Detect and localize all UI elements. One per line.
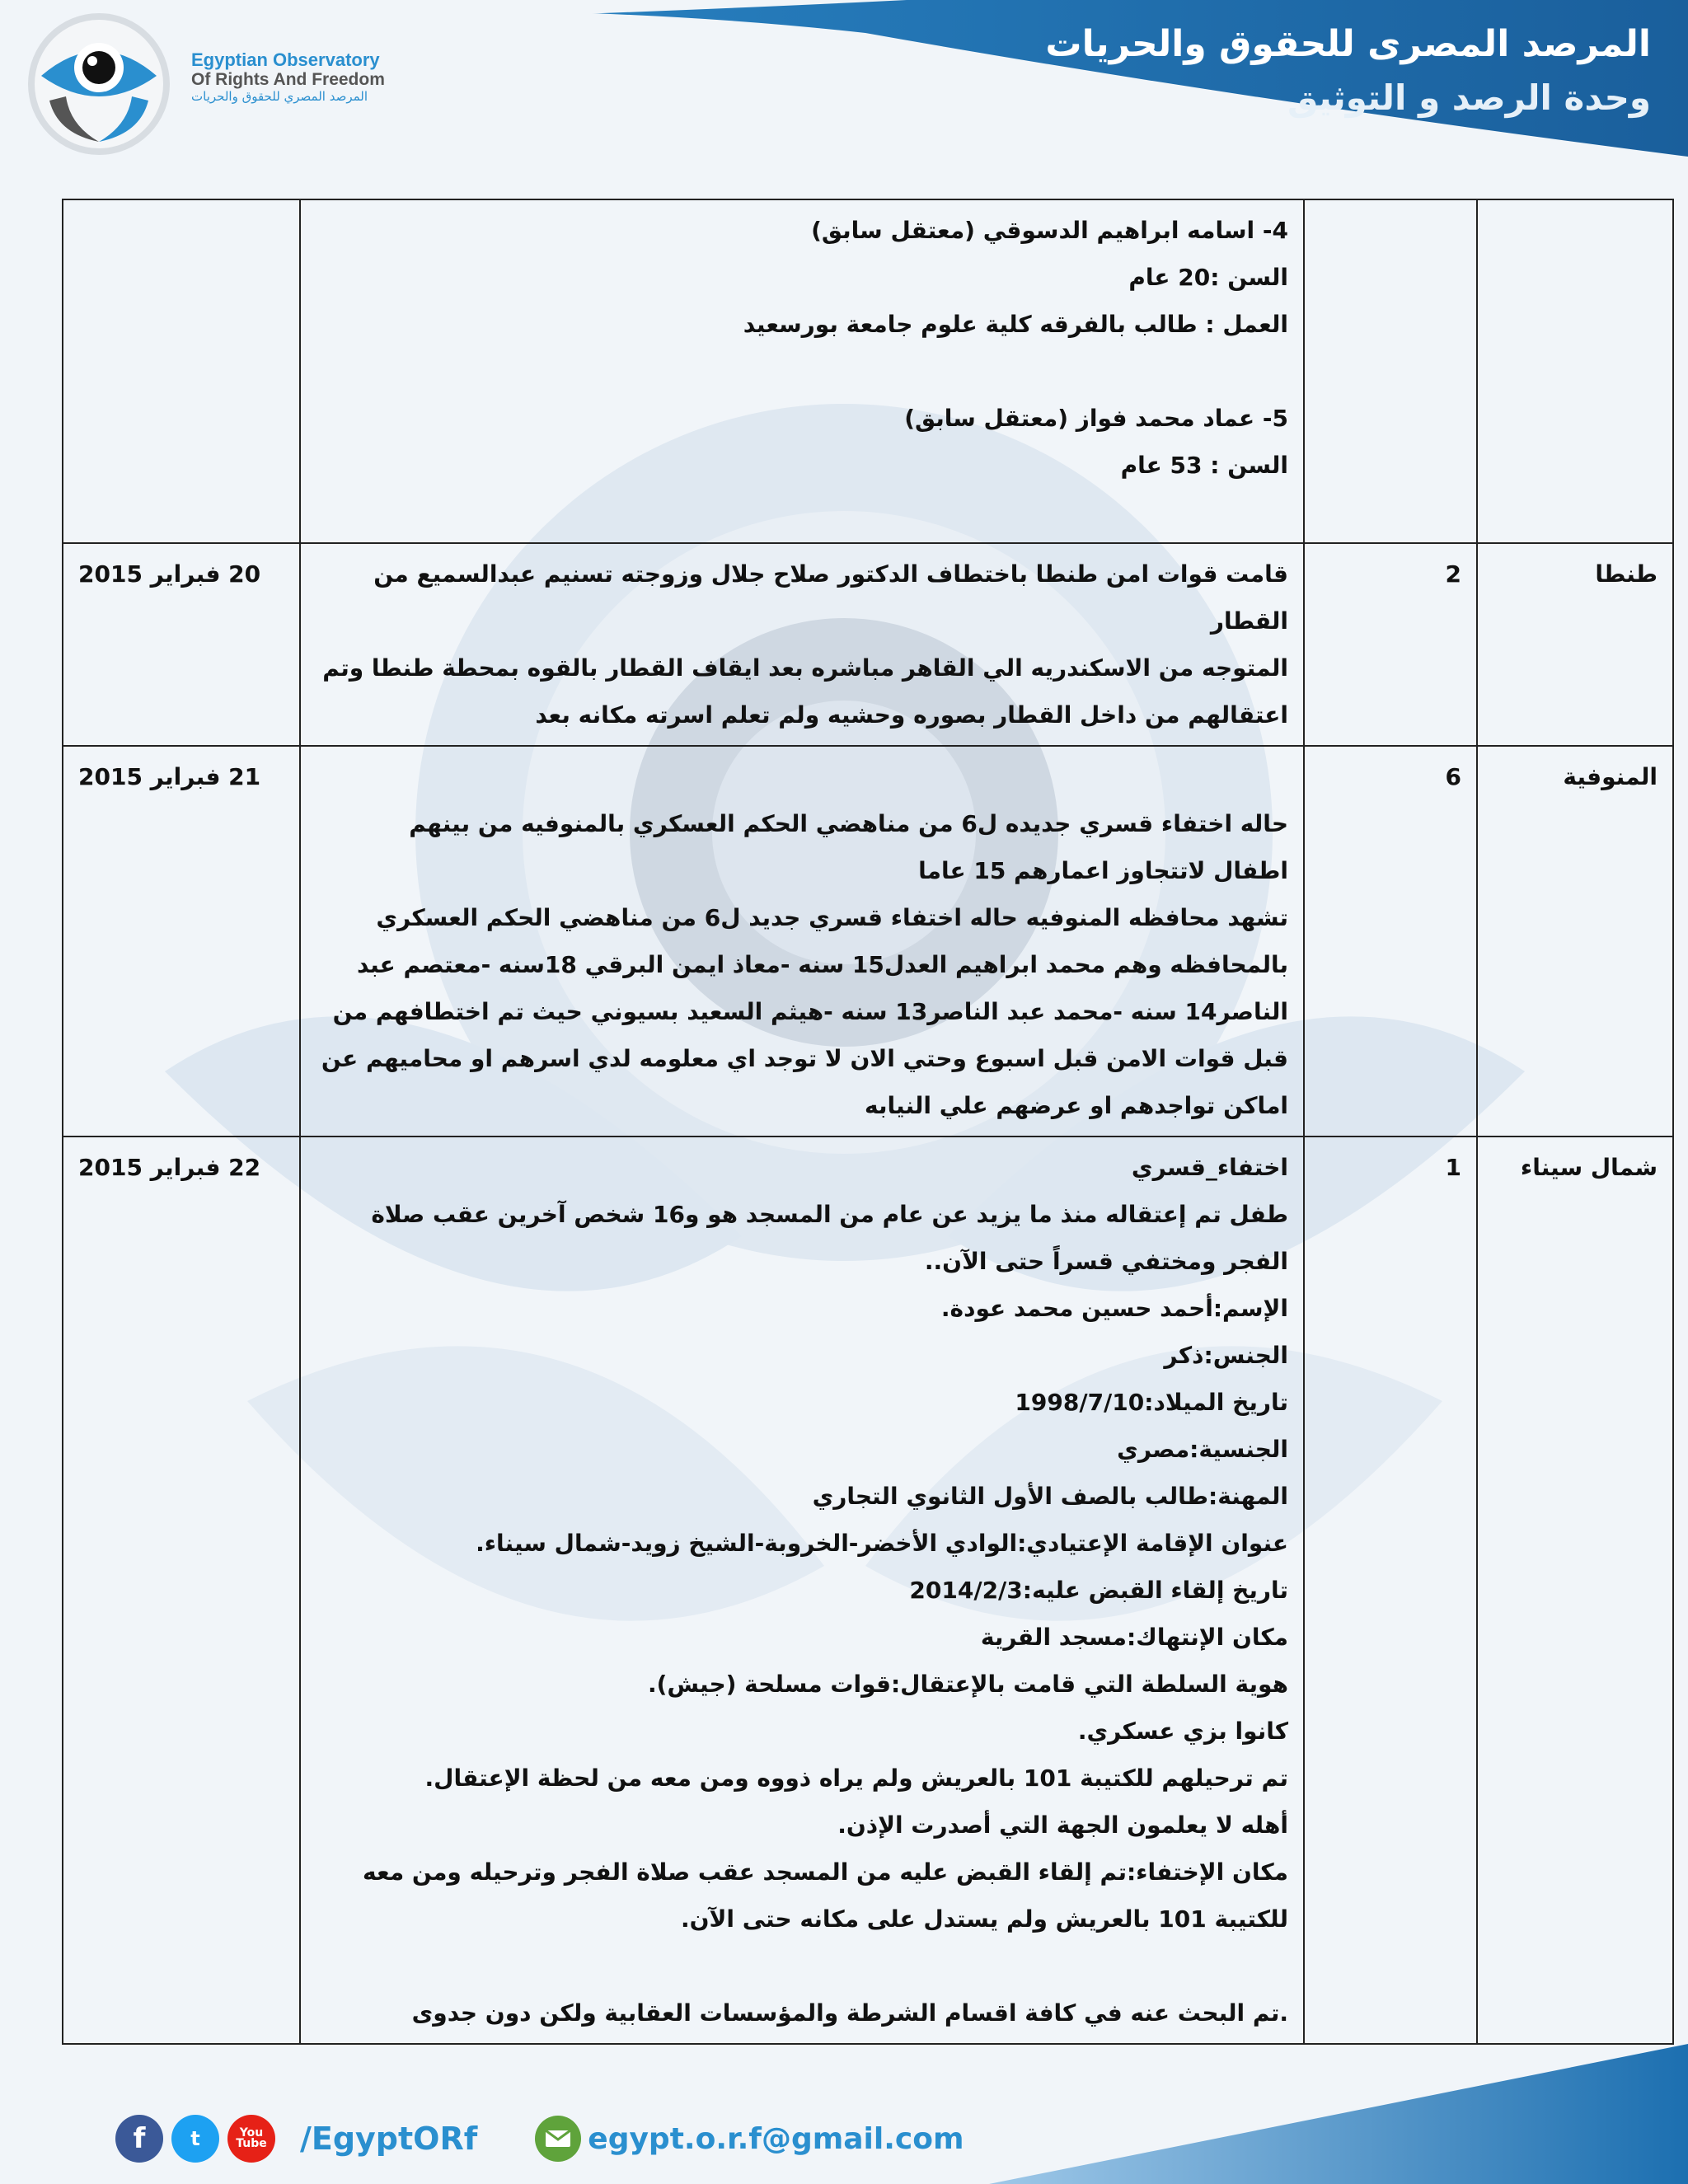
table-row <box>63 746 1673 1137</box>
youtube-icon-line1: You <box>239 2126 264 2139</box>
description-line: الجنسية:مصري <box>1117 1436 1288 1463</box>
description-line: مكان الإختفاء:تم إلقاء القبض عليه من المسجد عقب صلاة الفجر وترحيله ومن معه <box>363 1858 1288 1886</box>
count-cell: 6 <box>1304 746 1477 1137</box>
date-cell: 22 فبراير 2015 <box>63 1137 300 2044</box>
youtube-icon-line2: Tube <box>236 2137 267 2150</box>
count-cell: 1 <box>1304 1137 1477 2044</box>
description-line: .تم البحث عنه في كافة اقسام الشرطة والمؤسسات العقابية ولكن دون جدوى <box>411 1999 1288 2027</box>
description-cell <box>300 746 1304 1137</box>
email-icon <box>535 2116 581 2162</box>
description-line: المتوجه من الاسكندريه الي القاهر مباشره بعد ايقاف القطار بالقوه بمحطة طنطا وتم <box>322 654 1288 682</box>
youtube-icon[interactable] <box>227 2115 275 2163</box>
description-line: 4- اسامه ابراهيم الدسوقي (معتقل سابق) <box>811 217 1288 244</box>
description-line: أهله لا يعلمون الجهة التي أصدرت الإذن. <box>837 1811 1288 1839</box>
observatory-logo-icon <box>25 10 173 158</box>
description-cell <box>300 199 1304 543</box>
description-line: قبل قوات الامن قبل اسبوع وحتي الان لا توجد اي معلومه لدي اسرهم او محاميهم عن <box>321 1045 1288 1072</box>
unit-subtitle: وحدة الرصد و التوثيق <box>1287 77 1651 118</box>
governorate-cell: طنطا <box>1477 543 1673 746</box>
governorate-cell <box>1477 199 1673 543</box>
description-line <box>316 753 1288 800</box>
description-line: اطفال لاتتجاوز اعمارهم 15 عاما <box>918 857 1288 884</box>
description-line: السن : 53 عام <box>1120 452 1288 479</box>
governorate-cell: المنوفية <box>1477 746 1673 1137</box>
table-row <box>63 1137 1673 2044</box>
table-row <box>63 199 1673 543</box>
facebook-icon[interactable]: f <box>115 2115 163 2163</box>
social-handle[interactable]: /EgyptORf <box>300 2121 478 2157</box>
logo-text <box>191 49 385 105</box>
date-cell: 20 فبراير 2015 <box>63 543 300 746</box>
description-cell <box>300 1137 1304 2044</box>
description-line: عنوان الإقامة الإعتيادي:الوادي الأخضر-الخروبة-الشيخ زويد-شمال سيناء. <box>476 1530 1288 1557</box>
date-cell: 21 فبراير 2015 <box>63 746 300 1137</box>
description-line: طفل تم إعتقاله منذ ما يزيد عن عام من المسجد هو و16 شخص آخرين عقب صلاة <box>371 1201 1288 1228</box>
logo-name-en-line1: Egyptian Observatory <box>191 49 380 70</box>
page-title <box>1045 16 1651 124</box>
description-line: هوية السلطة التي قامت بالإعتقال:قوات مسلحة (جيش). <box>648 1671 1288 1698</box>
governorate-cell: شمال سيناء <box>1477 1137 1673 2044</box>
description-line: 5- عماد محمد فواز (معتقل سابق) <box>904 405 1288 432</box>
org-title: المرصد المصرى للحقوق والحريات <box>1045 23 1651 65</box>
description-line: السن :20 عام <box>1128 264 1288 291</box>
count-cell <box>1304 199 1477 543</box>
date-cell <box>63 199 300 543</box>
description-line: العمل : طالب بالفرقه كلية علوم جامعة بورسعيد <box>743 311 1288 338</box>
description-line: الفجر ومختفي قسراً حتى الآن.. <box>924 1248 1288 1275</box>
description-line: قامت قوات امن طنطا باختطاف الدكتور صلاح جلال وزوجته تسنيم عبدالسميع من القطار <box>373 560 1288 635</box>
description-line: الجنس:ذكر <box>1164 1342 1288 1369</box>
email-address[interactable]: egypt.o.r.f@gmail.com <box>588 2121 964 2156</box>
description-line: بالمحافظه وهم محمد ابراهيم العدل15 سنه -معاذ ايمن البرقي 18سنه -معتصم عبد <box>356 951 1288 978</box>
count-cell: 2 <box>1304 543 1477 746</box>
description-line: الناصر14 سنه -محمد عبد الناصر13 سنه -هيثم السعيد بسيوني حيث تم اختطافهم من <box>332 998 1288 1025</box>
description-line <box>316 1943 1288 1990</box>
description-line: تشهد محافظه المنوفيه حاله اختفاء قسري جديد ل6 من مناهضي الحكم العسكري <box>376 904 1288 931</box>
description-line: اماكن تواجدهم او عرضهم علي النيابه <box>865 1092 1288 1119</box>
description-line: المهنة:طالب بالصف الأول الثانوي التجاري <box>812 1483 1288 1510</box>
description-line: للكتيبة 101 بالعريش ولم يستدل على مكانه حتى الآن. <box>680 1905 1288 1933</box>
violations-table <box>62 199 1674 2045</box>
description-line: تم ترحيلهم للكتيبة 101 بالعريش ولم يراه ذووه ومن معه من لحظة الإعتقال. <box>424 1765 1288 1792</box>
description-line: اعتقالهم من داخل القطار بصوره وحشيه ولم تعلم اسرته مكانه بعد <box>535 701 1288 729</box>
description-line: تاريخ الميلاد:1998/7/10 <box>1015 1389 1288 1416</box>
description-line: اختفاء_قسري <box>1131 1154 1288 1181</box>
table-row <box>63 543 1673 746</box>
footer-contacts <box>115 2110 964 2168</box>
description-line: تاريخ إلقاء القبض عليه:2014/2/3 <box>909 1577 1288 1604</box>
description-cell <box>300 543 1304 746</box>
description-line: حاله اختفاء قسري جديده ل6 من مناهضي الحكم العسكري بالمنوفيه من بينهم <box>409 810 1288 837</box>
twitter-icon[interactable]: t <box>171 2115 219 2163</box>
description-line <box>316 489 1288 536</box>
description-line: مكان الإنتهاك:مسجد القرية <box>980 1624 1288 1651</box>
description-line: الإسم:أحمد حسين محمد عودة. <box>940 1295 1288 1322</box>
description-line <box>316 348 1288 395</box>
logo-name-en-line2: Of Rights And Freedom <box>191 70 385 90</box>
logo-name-ar: المرصد المصري للحقوق والحريات <box>191 89 368 105</box>
description-line: كانوا بزي عسكري. <box>1077 1718 1288 1745</box>
